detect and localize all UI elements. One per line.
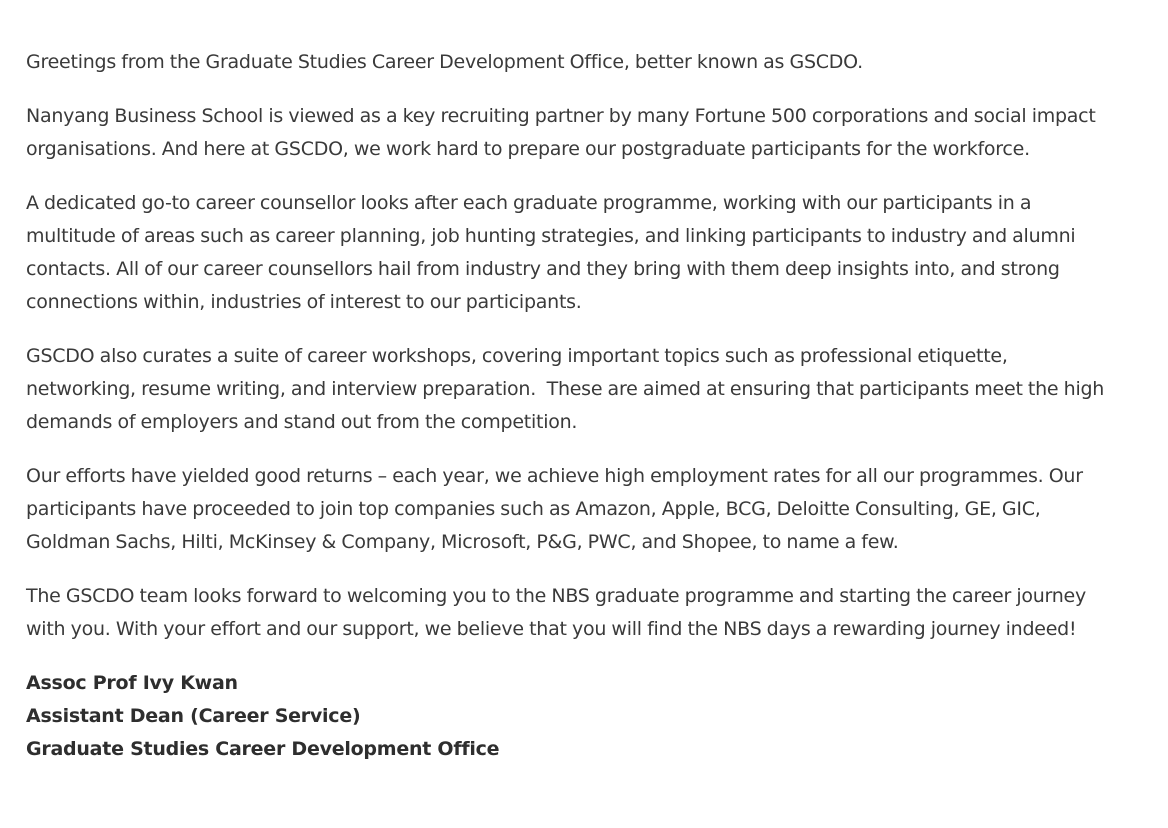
- letter-body: [26, 46, 1116, 766]
- paragraph-career-counsellor: A dedicated go-to career counsellor looks after each graduate programme, working with our participants in a multitude of areas such as career planning, job hunting strategies, and linking participants to industry and alumni contacts. All of our career counsellors hail from industry and they bring with them deep insights into, and strong connections within, industries of interest to our participants.: [26, 192, 1081, 313]
- signature-title: Assistant Dean (Career Service): [26, 705, 361, 727]
- paragraph-greeting: Greetings from the Graduate Studies Career Development Office, better known as GSCDO.: [26, 51, 863, 73]
- paragraph-workshops: GSCDO also curates a suite of career workshops, covering important topics such as professional etiquette, networking, resume writing, and interview preparation. These are aimed at ensuring that participants meet the high demands of employers and stand out from the competition.: [26, 345, 1110, 433]
- signature-block: [26, 667, 1116, 766]
- signature-name: Assoc Prof Ivy Kwan: [26, 672, 238, 694]
- paragraph-recruiting-partner: Nanyang Business School is viewed as a key recruiting partner by many Fortune 500 corporations and social impact organisations. And here at GSCDO, we work hard to prepare our postgraduate participants for the workforce.: [26, 105, 1101, 160]
- paragraph-employment-results: Our efforts have yielded good returns – each year, we achieve high employment rates for all our programmes. Our participants have proceeded to join top companies such as Amazon, Apple, BCG, Deloitte Consulting, GE, GIC, Goldman Sachs, Hilti, McKinsey & Company, Microsoft, P&G, PWC, and Shopee, to name a few.: [26, 465, 1089, 553]
- paragraph-closing: The GSCDO team looks forward to welcoming you to the NBS graduate programme and starting the career journey with you. With your effort and our support, we believe that you will find the NBS days a rewarding journey indeed!: [26, 585, 1092, 640]
- signature-office: Graduate Studies Career Development Office: [26, 738, 500, 760]
